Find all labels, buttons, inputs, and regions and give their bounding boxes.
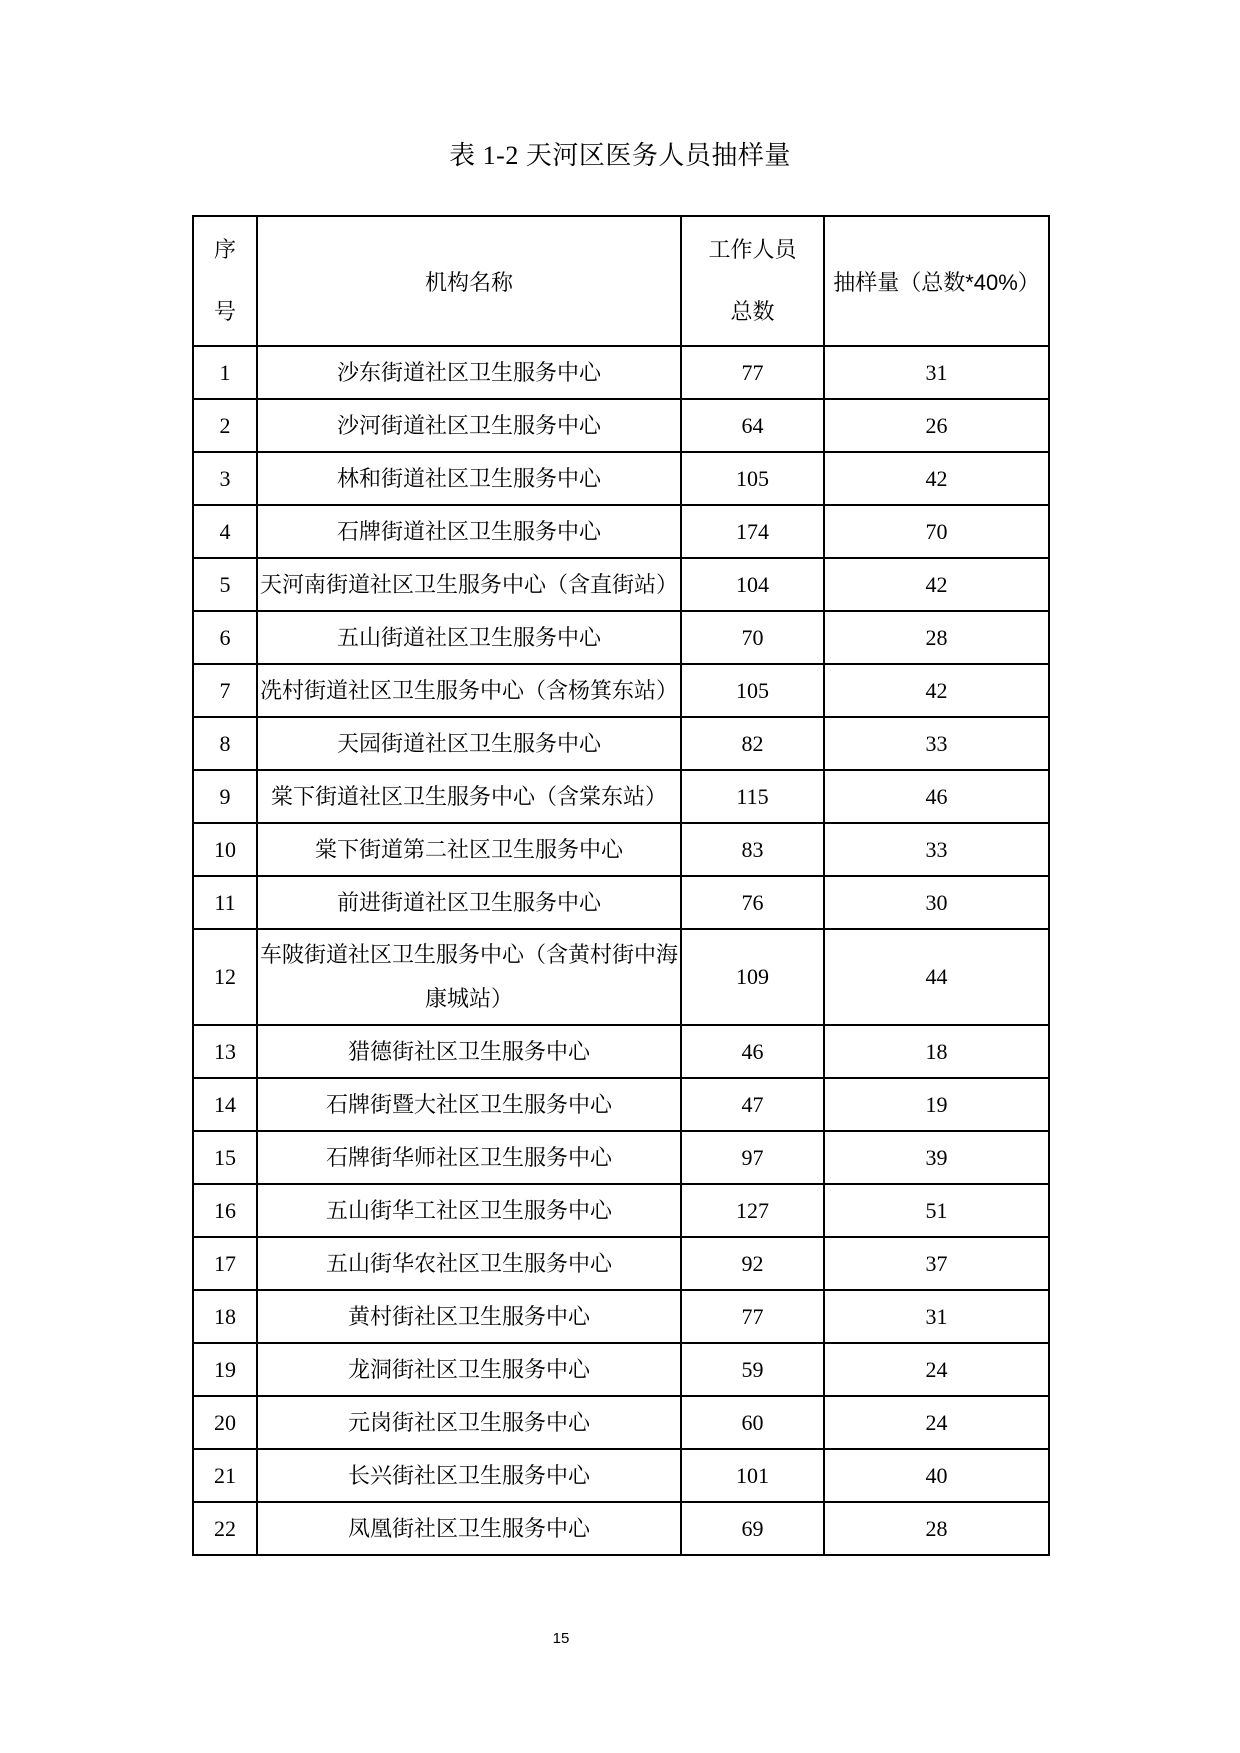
serial-number-cell: 11: [193, 876, 257, 929]
staff-total-cell: 64: [681, 399, 824, 452]
sample-size-cell: 26: [824, 399, 1049, 452]
sample-size-cell: 18: [824, 1025, 1049, 1078]
institution-name-cell: 凤凰街社区卫生服务中心: [257, 1502, 681, 1555]
table-row: [193, 1396, 1049, 1449]
sample-size-cell: 42: [824, 452, 1049, 505]
serial-number-cell: 13: [193, 1025, 257, 1078]
staff-total-cell: 127: [681, 1184, 824, 1237]
serial-number-cell: 21: [193, 1449, 257, 1502]
table-row: [193, 611, 1049, 664]
serial-number-cell: 7: [193, 664, 257, 717]
serial-number-cell: 2: [193, 399, 257, 452]
institution-name-cell: 石牌街道社区卫生服务中心: [257, 505, 681, 558]
staff-total-cell: 97: [681, 1131, 824, 1184]
staff-total-cell: 104: [681, 558, 824, 611]
institution-name-cell: 天园街道社区卫生服务中心: [257, 717, 681, 770]
table-row: [193, 929, 1049, 1025]
header-row: [193, 216, 1049, 346]
staff-total-cell: 105: [681, 664, 824, 717]
sample-size-cell: 42: [824, 558, 1049, 611]
institution-name-cell: 五山街华工社区卫生服务中心: [257, 1184, 681, 1237]
serial-number-cell: 10: [193, 823, 257, 876]
header-serial-number: 序 号: [193, 216, 257, 346]
institution-name-cell: 棠下街道第二社区卫生服务中心: [257, 823, 681, 876]
sample-size-cell: 40: [824, 1449, 1049, 1502]
table-row: [193, 1449, 1049, 1502]
institution-name-cell: 五山街道社区卫生服务中心: [257, 611, 681, 664]
page-number: 15: [552, 1630, 570, 1647]
serial-number-cell: 4: [193, 505, 257, 558]
table-row: [193, 770, 1049, 823]
sample-size-cell: 30: [824, 876, 1049, 929]
sample-size-cell: 44: [824, 929, 1049, 1025]
serial-number-cell: 19: [193, 1343, 257, 1396]
institution-name-cell: 车陂街道社区卫生服务中心（含黄村街中海康城站）: [257, 929, 681, 1025]
staff-total-cell: 109: [681, 929, 824, 1025]
table-row: [193, 1131, 1049, 1184]
institution-name-cell: 龙洞街社区卫生服务中心: [257, 1343, 681, 1396]
serial-number-cell: 8: [193, 717, 257, 770]
staff-total-cell: 83: [681, 823, 824, 876]
table-body: [193, 346, 1049, 1555]
sample-size-cell: 24: [824, 1343, 1049, 1396]
header-institution-name: 机构名称: [257, 216, 681, 346]
table-row: [193, 1343, 1049, 1396]
staff-total-cell: 77: [681, 1290, 824, 1343]
sample-size-cell: 70: [824, 505, 1049, 558]
institution-name-cell: 黄村街社区卫生服务中心: [257, 1290, 681, 1343]
staff-total-cell: 92: [681, 1237, 824, 1290]
staff-total-cell: 101: [681, 1449, 824, 1502]
serial-number-cell: 16: [193, 1184, 257, 1237]
table-row: [193, 558, 1049, 611]
sample-size-cell: 42: [824, 664, 1049, 717]
institution-name-cell: 猎德街社区卫生服务中心: [257, 1025, 681, 1078]
table-caption: 表 1-2 天河区医务人员抽样量: [449, 141, 791, 170]
serial-number-cell: 12: [193, 929, 257, 1025]
staff-total-cell: 82: [681, 717, 824, 770]
table-row: [193, 664, 1049, 717]
sampling-table: [192, 215, 1050, 1556]
institution-name-cell: 前进街道社区卫生服务中心: [257, 876, 681, 929]
sample-size-cell: 39: [824, 1131, 1049, 1184]
institution-name-cell: 沙东街道社区卫生服务中心: [257, 346, 681, 399]
sample-size-cell: 51: [824, 1184, 1049, 1237]
table-row: [193, 823, 1049, 876]
staff-total-cell: 59: [681, 1343, 824, 1396]
institution-name-cell: 五山街华农社区卫生服务中心: [257, 1237, 681, 1290]
serial-number-cell: 20: [193, 1396, 257, 1449]
staff-total-cell: 69: [681, 1502, 824, 1555]
institution-name-cell: 棠下街道社区卫生服务中心（含棠东站）: [257, 770, 681, 823]
staff-total-cell: 76: [681, 876, 824, 929]
staff-total-cell: 70: [681, 611, 824, 664]
serial-number-cell: 1: [193, 346, 257, 399]
serial-number-cell: 18: [193, 1290, 257, 1343]
serial-number-cell: 17: [193, 1237, 257, 1290]
staff-total-cell: 174: [681, 505, 824, 558]
institution-name-cell: 天河南街道社区卫生服务中心（含直街站）: [257, 558, 681, 611]
serial-number-cell: 9: [193, 770, 257, 823]
sample-size-cell: 46: [824, 770, 1049, 823]
sample-size-cell: 28: [824, 1502, 1049, 1555]
institution-name-cell: 石牌街暨大社区卫生服务中心: [257, 1078, 681, 1131]
staff-total-cell: 46: [681, 1025, 824, 1078]
header-sample-size: 抽样量（总数*40%）: [824, 216, 1049, 346]
table-row: [193, 399, 1049, 452]
institution-name-cell: 长兴街社区卫生服务中心: [257, 1449, 681, 1502]
sample-size-cell: 28: [824, 611, 1049, 664]
serial-number-cell: 22: [193, 1502, 257, 1555]
institution-name-cell: 冼村街道社区卫生服务中心（含杨箕东站）: [257, 664, 681, 717]
staff-total-cell: 47: [681, 1078, 824, 1131]
institution-name-cell: 沙河街道社区卫生服务中心: [257, 399, 681, 452]
table-row: [193, 1502, 1049, 1555]
staff-total-cell: 105: [681, 452, 824, 505]
sample-size-cell: 19: [824, 1078, 1049, 1131]
sample-size-cell: 33: [824, 823, 1049, 876]
table-row: [193, 876, 1049, 929]
serial-number-cell: 6: [193, 611, 257, 664]
table-row: [193, 346, 1049, 399]
table-header: [193, 216, 1049, 346]
serial-number-cell: 14: [193, 1078, 257, 1131]
sample-size-cell: 37: [824, 1237, 1049, 1290]
institution-name-cell: 元岗街社区卫生服务中心: [257, 1396, 681, 1449]
table-row: [193, 717, 1049, 770]
institution-name-cell: 石牌街华师社区卫生服务中心: [257, 1131, 681, 1184]
header-staff-total: 工作人员 总数: [681, 216, 824, 346]
sample-size-cell: 33: [824, 717, 1049, 770]
sample-size-cell: 31: [824, 346, 1049, 399]
table-row: [193, 1290, 1049, 1343]
sample-size-cell: 31: [824, 1290, 1049, 1343]
table-row: [193, 1025, 1049, 1078]
institution-name-cell: 林和街道社区卫生服务中心: [257, 452, 681, 505]
staff-total-cell: 115: [681, 770, 824, 823]
table-row: [193, 1078, 1049, 1131]
staff-total-cell: 60: [681, 1396, 824, 1449]
table-row: [193, 452, 1049, 505]
staff-total-cell: 77: [681, 346, 824, 399]
table-row: [193, 505, 1049, 558]
table-row: [193, 1237, 1049, 1290]
serial-number-cell: 5: [193, 558, 257, 611]
serial-number-cell: 15: [193, 1131, 257, 1184]
serial-number-cell: 3: [193, 452, 257, 505]
table-row: [193, 1184, 1049, 1237]
sample-size-cell: 24: [824, 1396, 1049, 1449]
